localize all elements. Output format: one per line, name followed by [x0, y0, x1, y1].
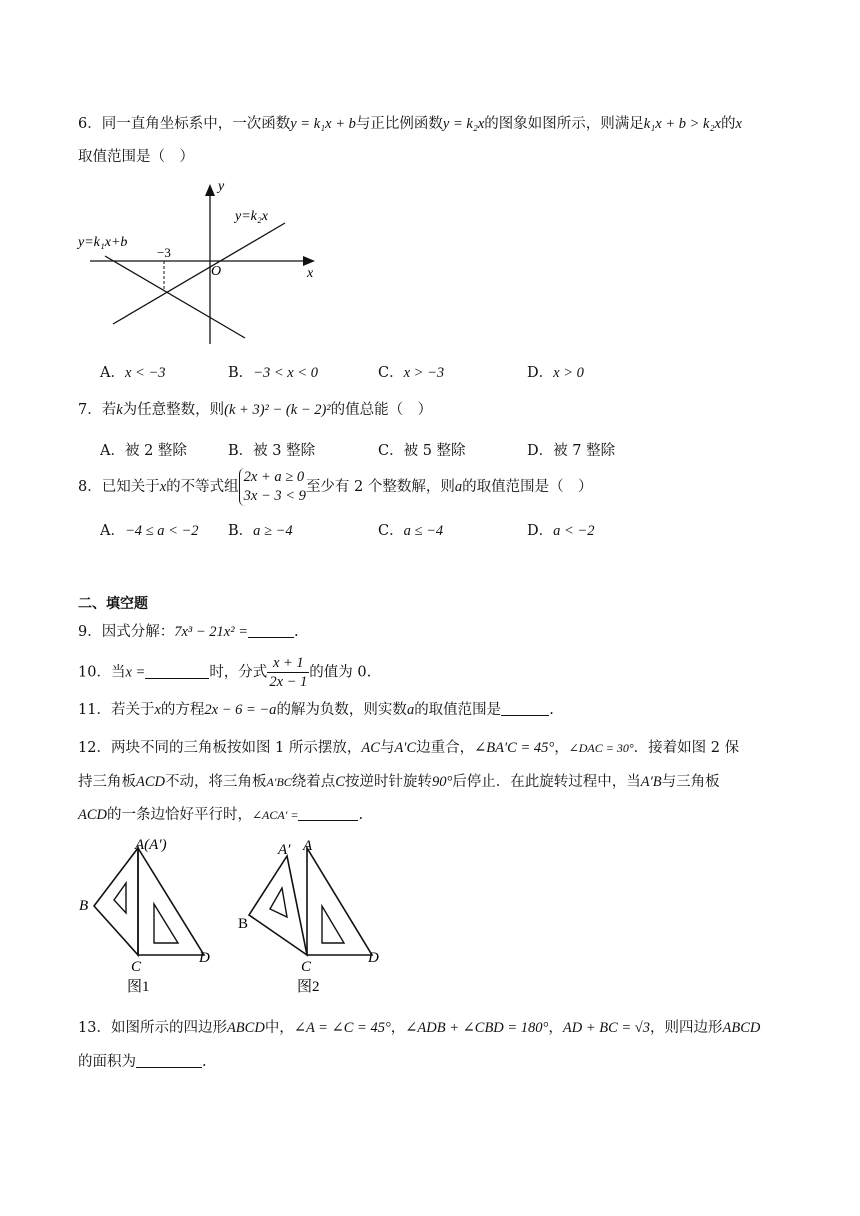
q9-line: 9．因式分解：7x³ − 21x² = . [78, 624, 299, 640]
fig2-triangle-abc [249, 856, 307, 955]
label-y: y [218, 179, 225, 194]
q12-line1: 12．两块不同的三角板按如图 1 所示摆放，AC与A′C边重合，∠BA′C = 45°，∠DAC = 30°．接着如图 2 保 [78, 740, 740, 756]
q6-var-x: x [735, 116, 742, 132]
q7-option-c[interactable]: C．被 5 整除 [378, 443, 466, 459]
fig1-label-d: D [199, 950, 210, 966]
label-line-k2: y=k₂x [235, 209, 268, 224]
q7-option-d[interactable]: D．被 7 整除 [527, 443, 616, 459]
q6-line1 [78, 112, 742, 133]
q11-line: 11．若关于x的方程2x − 6 = −a的解为负数，则实数a的取值范围是 . [78, 702, 554, 718]
fig2-label-a1: A′ [278, 842, 291, 858]
x-axis-arrow-icon [303, 256, 315, 266]
label-line-k1: y=k₁x+b [78, 235, 128, 250]
q8-option-a[interactable]: A．−4 ≤ a < −2 [100, 523, 199, 539]
q6-text: 与正比例函数 [355, 116, 443, 132]
q10-answer-blank[interactable] [145, 664, 209, 679]
fig1-label-a: A(A′) [135, 837, 167, 853]
q13-line2: 的面积为 . [78, 1054, 207, 1070]
q6-linear-equation: y = k₁x + b [290, 116, 356, 132]
fig1-label-c: C [131, 959, 142, 975]
fig1-caption: 图1 [127, 979, 150, 995]
fig1-triangle-acd [138, 848, 204, 955]
q12-line2: 持三角板ACD不动，将三角板A′BC绕着点C按逆时针旋转90°后停止．在此旋转过程中，当A′B与三角板 [78, 774, 720, 790]
q7-option-a[interactable]: A．被 2 整除 [100, 443, 187, 459]
q12-figures [75, 830, 395, 1000]
q6-line2: 取值范围是（ ） [78, 149, 194, 165]
line-k2 [113, 223, 285, 324]
q12-answer-blank[interactable] [298, 806, 358, 821]
q6-text: 的 [720, 116, 736, 132]
fig2-label-b: B [238, 916, 249, 932]
q6-text: 6．同一直角坐标系中，一次函数 [78, 116, 291, 132]
q6-graph [75, 178, 335, 348]
fig1-label-b: B [79, 898, 89, 914]
fig2-label-d: D [368, 950, 379, 966]
q6-option-a[interactable]: A．x < −3 [100, 365, 166, 381]
q7-expression: (k + 3)² − (k − 2)² [224, 402, 331, 418]
q8-option-d[interactable]: D．a < −2 [527, 523, 595, 539]
q9-answer-blank[interactable] [248, 623, 294, 638]
q6-option-d[interactable]: D．x > 0 [527, 365, 584, 381]
section-fill-in-title: 二、填空题 [78, 596, 148, 612]
fig2-triangle-acd [307, 848, 372, 955]
y-axis-arrow-icon [205, 184, 215, 196]
q6-inequality: k₁x + b > k₂x [643, 116, 721, 132]
label-origin: O [211, 264, 222, 279]
q10-fraction: $\frac{x + 1}{2x - 1}$ [269, 655, 308, 690]
fig1-inner-triangle-1 [114, 883, 126, 913]
q6-option-c[interactable]: C．x > −3 [378, 365, 445, 381]
label-x: x [307, 266, 314, 281]
line-k1 [105, 256, 245, 338]
fig2-label-c: C [301, 959, 312, 975]
q13-line1: 13．如图所示的四边形ABCD中，∠A = ∠C = 45°，∠ADB + ∠CBD = 180°，AD + BC = √3，则四边形ABCD [78, 1020, 761, 1036]
q13-answer-blank[interactable] [136, 1053, 202, 1068]
fig2-inner-triangle-2 [322, 906, 344, 943]
q7-line: 7．若k为任意整数，则(k + 3)² − (k − 2)²的值总能（ ） [78, 402, 433, 418]
q12-line3: ACD的一条边恰好平行时，∠ACA′ = . [78, 807, 364, 823]
fig1-inner-triangle-2 [154, 904, 178, 943]
q8-inequality-system: 2x + a ≥ 0 3x − 3 < 9 [239, 468, 306, 506]
q10-line: 10．当x = 时，分式 $\frac{x + 1}{2x - 1}$ 的值为 0. [78, 655, 372, 690]
q11-answer-blank[interactable] [501, 701, 549, 716]
q6-proportional-equation: y = k₂x [442, 116, 485, 132]
fig2-inner-triangle-1 [270, 888, 287, 917]
fig2-label-a: A [303, 838, 313, 854]
q6-text: 的图象如图所示，则满足 [484, 116, 644, 132]
q8-line: 8．已知关于x的不等式组 2x + a ≥ 0 3x − 3 < 9 至少有 2 个整数解，则a的取值范围是（ ） [78, 469, 593, 504]
q6-option-b[interactable]: B．−3 < x < 0 [228, 365, 318, 381]
label-minus3: −3 [157, 245, 171, 260]
q8-option-b[interactable]: B．a ≥ −4 [228, 523, 293, 539]
q8-option-c[interactable]: C．a ≤ −4 [378, 523, 444, 539]
fig2-caption: 图2 [297, 979, 320, 995]
q7-option-b[interactable]: B．被 3 整除 [228, 443, 316, 459]
